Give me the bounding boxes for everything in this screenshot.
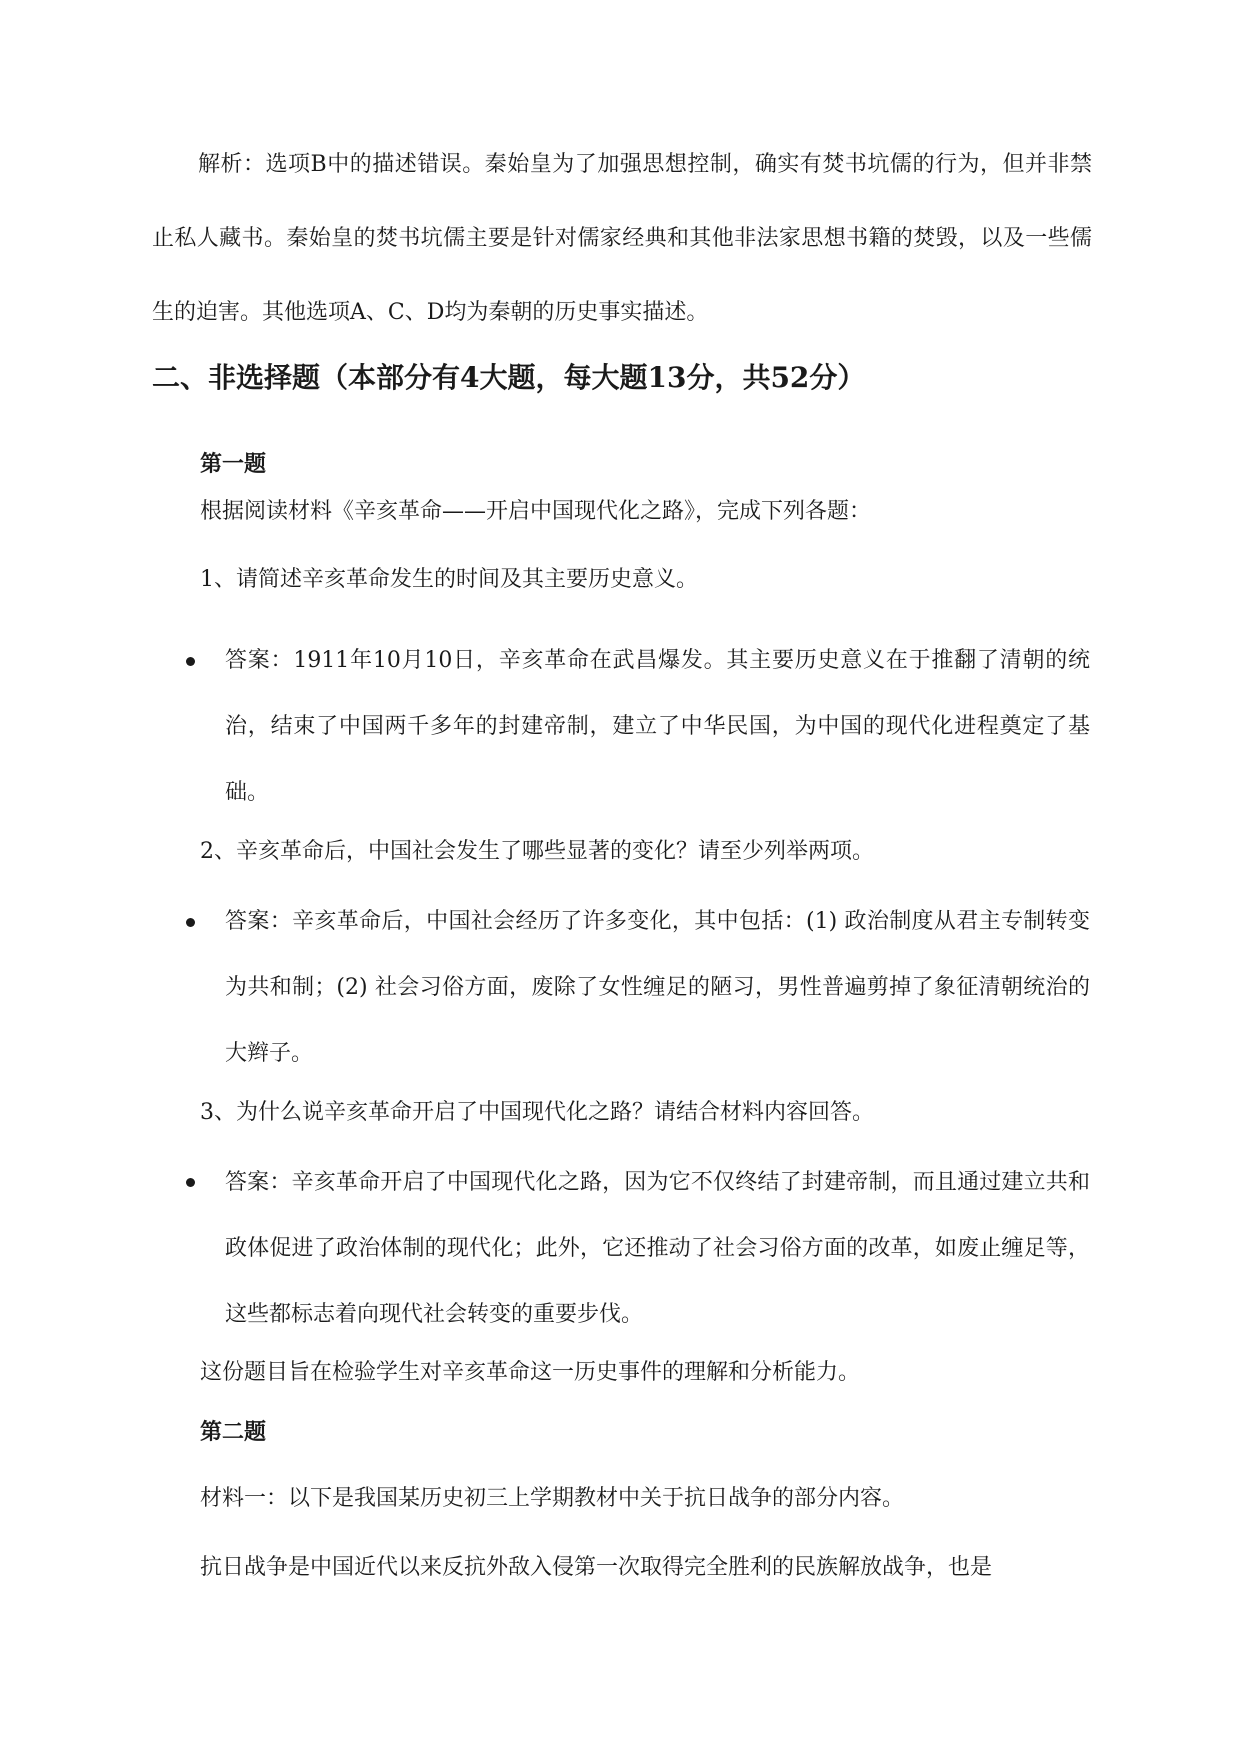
question-2-material-text: 抗日战争是中国近代以来反抗外敌入侵第一次取得完全胜利的民族解放战争，也是 xyxy=(200,1555,993,1580)
question-1-item-2: 2、辛亥革命后，中国社会发生了哪些显著的变化？请至少列举两项。 xyxy=(200,839,874,864)
section-title: 二、非选择题（本部分有4大题，每大题13分，共52分） xyxy=(152,361,866,394)
question-1-item-1: 1、请简述辛亥革命发生的时间及其主要历史意义。 xyxy=(200,567,698,592)
question-1-summary: 这份题目旨在检验学生对辛亥革命这一历史事件的理解和分析能力。 xyxy=(200,1360,861,1385)
question-1-heading: 第一题 xyxy=(200,451,267,477)
bullet-icon xyxy=(186,657,195,666)
answer-3: 答案：辛亥革命开启了中国现代化之路，因为它不仅终结了封建帝制，而且通过建立共和政体促进了政治体制的现代化；此外，它还推动了社会习俗方面的改革，如废止缠足等，这些都标志着向现代社会转变的重要步伐。 xyxy=(225,1170,1090,1327)
answer-2: 答案：辛亥革命后，中国社会经历了许多变化，其中包括：(1) 政治制度从君主专制转变为共和制；(2) 社会习俗方面，废除了女性缠足的陋习，男性普遍剪掉了象征清朝统治的大辫子。 xyxy=(225,909,1090,1066)
analysis-paragraph: 解析：选项B中的描述错误。秦始皇为了加强思想控制，确实有焚书坑儒的行为，但并非禁止私人藏书。秦始皇的焚书坑儒主要是针对儒家经典和其他非法家思想书籍的焚毁，以及一些儒生的迫害。其他选项A、C、D均为秦朝的历史事实描述。 xyxy=(152,152,1092,325)
question-2-heading: 第二题 xyxy=(200,1419,267,1445)
question-1-intro: 根据阅读材料《辛亥革命——开启中国现代化之路》，完成下列各题： xyxy=(200,499,872,524)
answer-1: 答案：1911年10月10日，辛亥革命在武昌爆发。其主要历史意义在于推翻了清朝的统治，结束了中国两千多年的封建帝制，建立了中华民国，为中国的现代化进程奠定了基础。 xyxy=(225,648,1090,805)
bullet-icon xyxy=(186,1178,195,1187)
bullet-icon xyxy=(186,918,195,927)
question-1-item-3: 3、为什么说辛亥革命开启了中国现代化之路？请结合材料内容回答。 xyxy=(200,1100,874,1125)
question-2-material-intro: 材料一：以下是我国某历史初三上学期教材中关于抗日战争的部分内容。 xyxy=(200,1486,905,1511)
